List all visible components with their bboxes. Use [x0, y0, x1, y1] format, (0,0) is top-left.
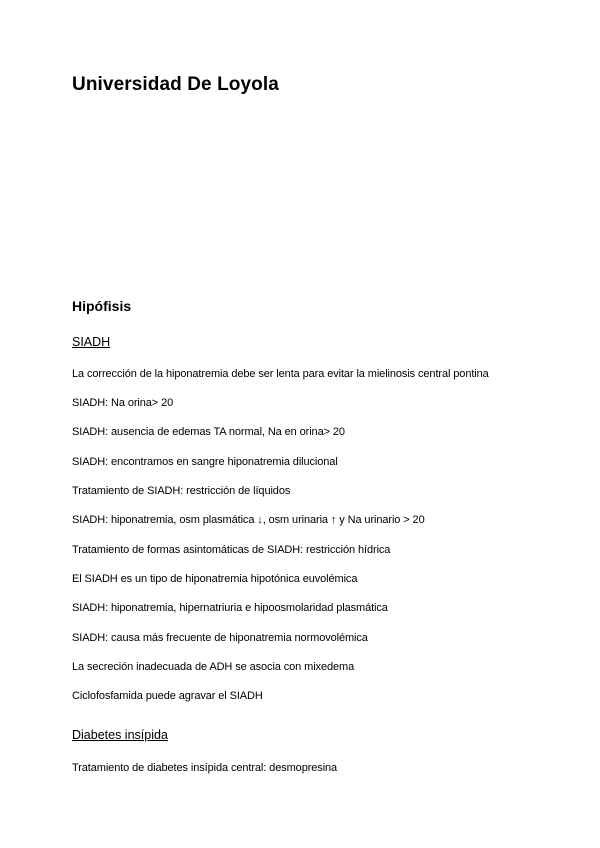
siadh-item: SIADH: causa más frecuente de hiponatremia normovolémica	[72, 632, 368, 644]
document-title: Universidad De Loyola	[72, 74, 279, 95]
siadh-item: SIADH: hiponatremia, hipernatriuria e hipoosmolaridad plasmática	[72, 602, 388, 614]
siadh-item: SIADH: hiponatremia, osm plasmática ↓, osm urinaria ↑ y Na urinario > 20	[72, 514, 425, 526]
siadh-item: Tratamiento de SIADH: restricción de líquidos	[72, 485, 291, 497]
siadh-item: La corrección de la hiponatremia debe ser lenta para evitar la mielinosis central pontina	[72, 368, 489, 380]
siadh-item: SIADH: Na orina> 20	[72, 397, 174, 409]
diabetes-item: Tratamiento de diabetes insípida central: desmopresina	[72, 762, 338, 774]
siadh-item: SIADH: ausencia de edemas TA normal, Na en orina> 20	[72, 426, 345, 438]
siadh-item: Tratamiento de formas asintomáticas de SIADH: restricción hídrica	[72, 544, 391, 556]
siadh-item: SIADH: encontramos en sangre hiponatremia dilucional	[72, 456, 338, 468]
subsection-heading-siadh: SIADH	[72, 335, 111, 349]
siadh-item: El SIADH es un tipo de hiponatremia hipotónica euvolémica	[72, 573, 358, 585]
section-heading-hipofisis: Hipófisis	[72, 298, 132, 314]
siadh-item: La secreción inadecuada de ADH se asocia con mixedema	[72, 661, 355, 673]
subsection-heading-diabetes-insipida: Diabetes insípida	[72, 728, 168, 742]
siadh-item: Ciclofosfamida puede agravar el SIADH	[72, 690, 263, 702]
